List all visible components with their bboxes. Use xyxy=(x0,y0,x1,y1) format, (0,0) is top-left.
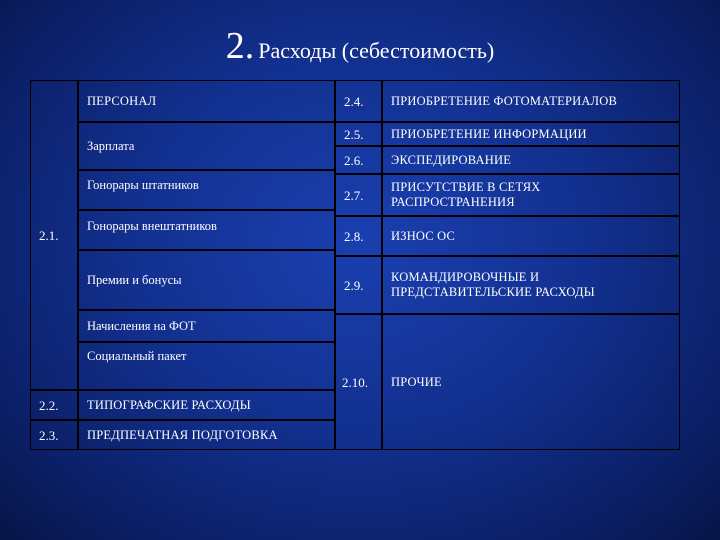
depreciation-cell xyxy=(382,216,680,256)
code-2-4: 2.4. xyxy=(344,93,364,109)
code-2-5-cell xyxy=(335,122,382,146)
printing-costs: ТИПОГРАФСКИЕ РАСХОДЫ xyxy=(87,397,251,412)
bonuses-cell xyxy=(78,250,335,310)
other-cell xyxy=(382,314,680,450)
code-2-10: 2.10. xyxy=(342,374,368,390)
payroll-charges-cell xyxy=(78,310,335,342)
code-2-2-cell xyxy=(30,390,78,420)
item-staff-fees: Гонорары штатников xyxy=(87,178,199,192)
prepress: ПРЕДПЕЧАТНАЯ ПОДГОТОВКА xyxy=(87,427,278,442)
distribution-networks-cell xyxy=(382,174,680,216)
code-2-9-cell xyxy=(335,256,382,314)
personnel-header-cell xyxy=(78,80,335,122)
code-2-9: 2.9. xyxy=(344,277,364,293)
other: ПРОЧИЕ xyxy=(391,374,442,389)
forwarding-cell xyxy=(382,146,680,174)
code-2-6-cell xyxy=(335,146,382,174)
photo-materials-cell xyxy=(382,80,680,122)
group-code: 2.1. xyxy=(39,227,59,243)
social-package-cell xyxy=(78,342,335,390)
printing-costs-cell xyxy=(78,390,335,420)
item-social-package: Социальный пакет xyxy=(87,349,187,363)
code-2-8: 2.8. xyxy=(344,228,364,244)
item-bonuses: Премии и бонусы xyxy=(87,272,182,287)
item-freelance-fees: Гонорары внештатников xyxy=(87,219,217,233)
code-2-3: 2.3. xyxy=(39,427,59,443)
code-2-5: 2.5. xyxy=(344,126,364,142)
title-text: Расходы (себестоимость) xyxy=(258,38,495,63)
code-2-4-cell xyxy=(335,80,382,122)
freelance-fees-cell xyxy=(78,210,335,250)
information-cell xyxy=(382,122,680,146)
group-code-cell xyxy=(30,80,78,390)
distribution-networks: ПРИСУТСТВИЕ В СЕТЯХ РАСПРОСТРАНЕНИЯ xyxy=(391,180,541,209)
forwarding: ЭКСПЕДИРОВАНИЕ xyxy=(391,152,512,167)
information: ПРИОБРЕТЕНИЕ ИНФОРМАЦИИ xyxy=(391,126,587,141)
title-number: 2. xyxy=(225,25,255,67)
code-2-6: 2.6. xyxy=(344,152,364,168)
slide-title xyxy=(0,24,720,68)
staff-fees-cell xyxy=(78,170,335,210)
photo-materials: ПРИОБРЕТЕНИЕ ФОТОМАТЕРИАЛОВ xyxy=(391,93,617,108)
item-payroll-charges: Начисления на ФОТ xyxy=(87,318,196,333)
personnel-header: ПЕРСОНАЛ xyxy=(87,93,157,108)
code-2-3-cell xyxy=(30,420,78,450)
salary-cell xyxy=(78,122,335,170)
travel-expenses: КОМАНДИРОВОЧНЫЕ И ПРЕДСТАВИТЕЛЬСКИЕ РАСХОДЫ xyxy=(391,270,595,299)
code-2-7-cell xyxy=(335,174,382,216)
prepress-cell xyxy=(78,420,335,450)
code-2-2: 2.2. xyxy=(39,397,59,413)
depreciation: ИЗНОС ОС xyxy=(391,228,456,243)
code-2-8-cell xyxy=(335,216,382,256)
code-2-10-cell xyxy=(335,314,382,450)
code-2-7: 2.7. xyxy=(344,187,364,203)
item-salary: Зарплата xyxy=(87,138,135,153)
travel-expenses-cell xyxy=(382,256,680,314)
